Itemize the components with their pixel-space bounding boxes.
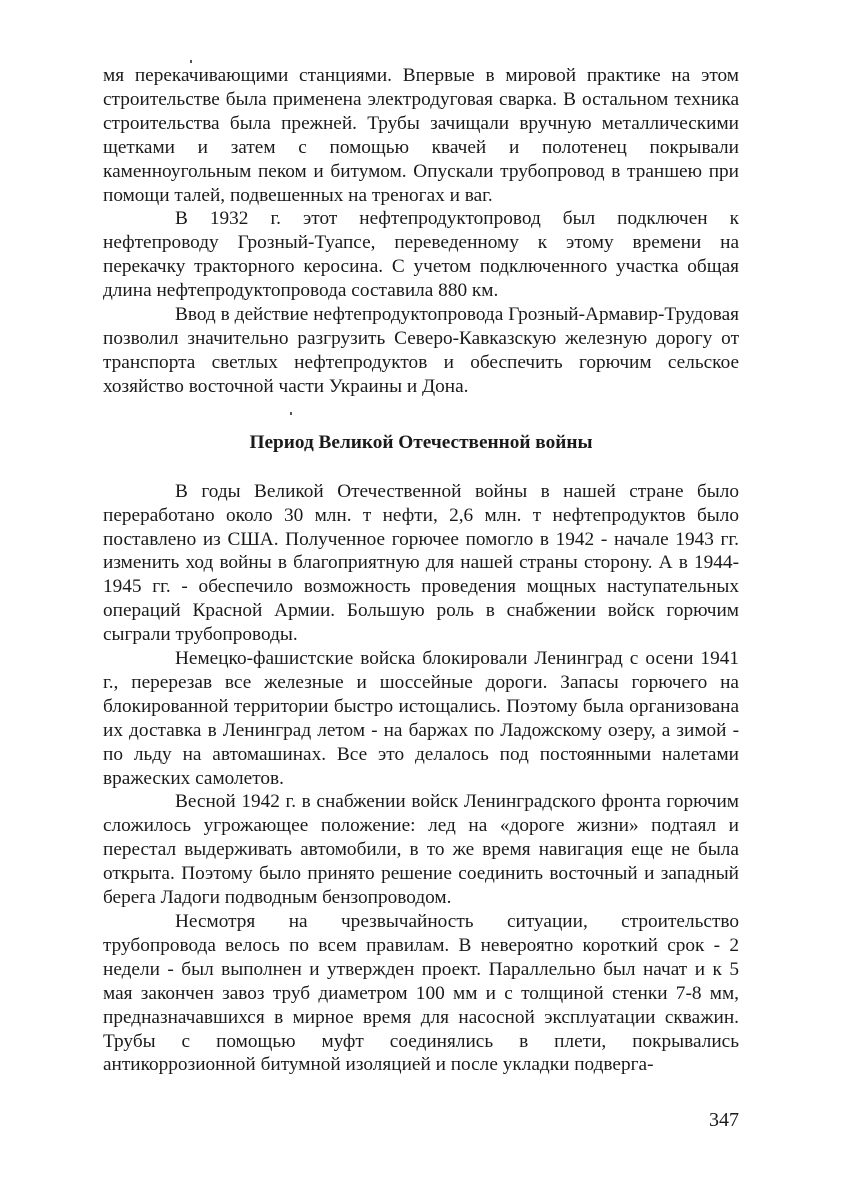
section-heading: Период Великой Отечественной войны xyxy=(249,431,593,453)
page-body xyxy=(103,64,739,1077)
paragraph-pipeline-commissioning: Ввод в действие нефтепродуктопровода Грозный-Армавир-Трудовая позволил значительно разгрузить Северо-Кавказскую железную дорогу от транспорта светлых нефтепродуктов и обеспечить горючим сельское хозяйство восточной части Украины и Дона. xyxy=(103,304,739,397)
paragraph-continuation: мя перекачивающими станциями. Впервые в мировой практике на этом строительстве была применена электродуговая сварка. В остальном техника строительства была прежней. Трубы зачищали вручную металлическими щетками и затем с помощью квачей и полотенец покрывали каменноугольным пеком и битумом. Опускали трубопровод в траншею при помощи талей, подвешенных на треногах и ваг. xyxy=(103,65,739,206)
paragraph-spring-1942: Весной 1942 г. в снабжении войск Ленинградского фронта горючим сложилось угрожающее положение: лед на «дороге жизни» подтаял и перестал выдерживать автомобили, в то же время навигация еще не была открыта. Поэтому было принято решение соединить восточный и западный берега Ладоги подводным бензопроводом. xyxy=(103,791,739,909)
paragraph-leningrad-blockade: Немецко-фашистские войска блокировали Ленинград с осени 1941 г., перерезав все железные и шоссейные дороги. Запасы горючего на блокированной территории быстро истощались. Поэтому была организована их доставка в Ленинград летом - на баржах по Ладожскому озеру, а зимой - по льду на автомашинах. Все это делалось под постоянными налетами вражеских самолетов. xyxy=(103,648,739,789)
page-number: 347 xyxy=(709,1109,739,1131)
paragraph-1932-connection: В 1932 г. этот нефтепродуктопровод был подключен к нефтепроводу Грозный-Туапсе, переведенному к этому времени на перекачку тракторного керосина. С учетом подключенного участка общая длина нефтепродуктопровода составила 880 км. xyxy=(103,208,739,302)
paragraph-war-years: В годы Великой Отечественной войны в нашей стране было переработано около 30 млн. т нефти, 2,6 млн. т нефтепродуктов было поставлено из США. Полученное горючее помогло в 1942 - начале 1943 гг. изменить ход войны в благоприятную для нашей страны сторону. А в 1944-1945 гг. - обеспечило возможность проведения мощных наступательных операций Красной Армии. Большую роль в снабжении войск горючим сыграли трубопроводы. xyxy=(103,480,739,646)
paragraph-pipeline-construction: Несмотря на чрезвычайность ситуации, строительство трубопровода велось по всем правилам. В невероятно короткий срок - 2 недели - был выполнен и утвержден проект. Параллельно был начат и к 5 мая закончен завоз труб диаметром 100 мм и с толщиной стенки 7-8 мм, предназначавшихся в мирное время для насосной эксплуатации скважин. Трубы с помощью муфт соединялись в плети, покрывались антикоррозионной битумной изоляцией и после укладки подверга- xyxy=(103,911,739,1076)
scan-speck-top xyxy=(190,60,192,63)
